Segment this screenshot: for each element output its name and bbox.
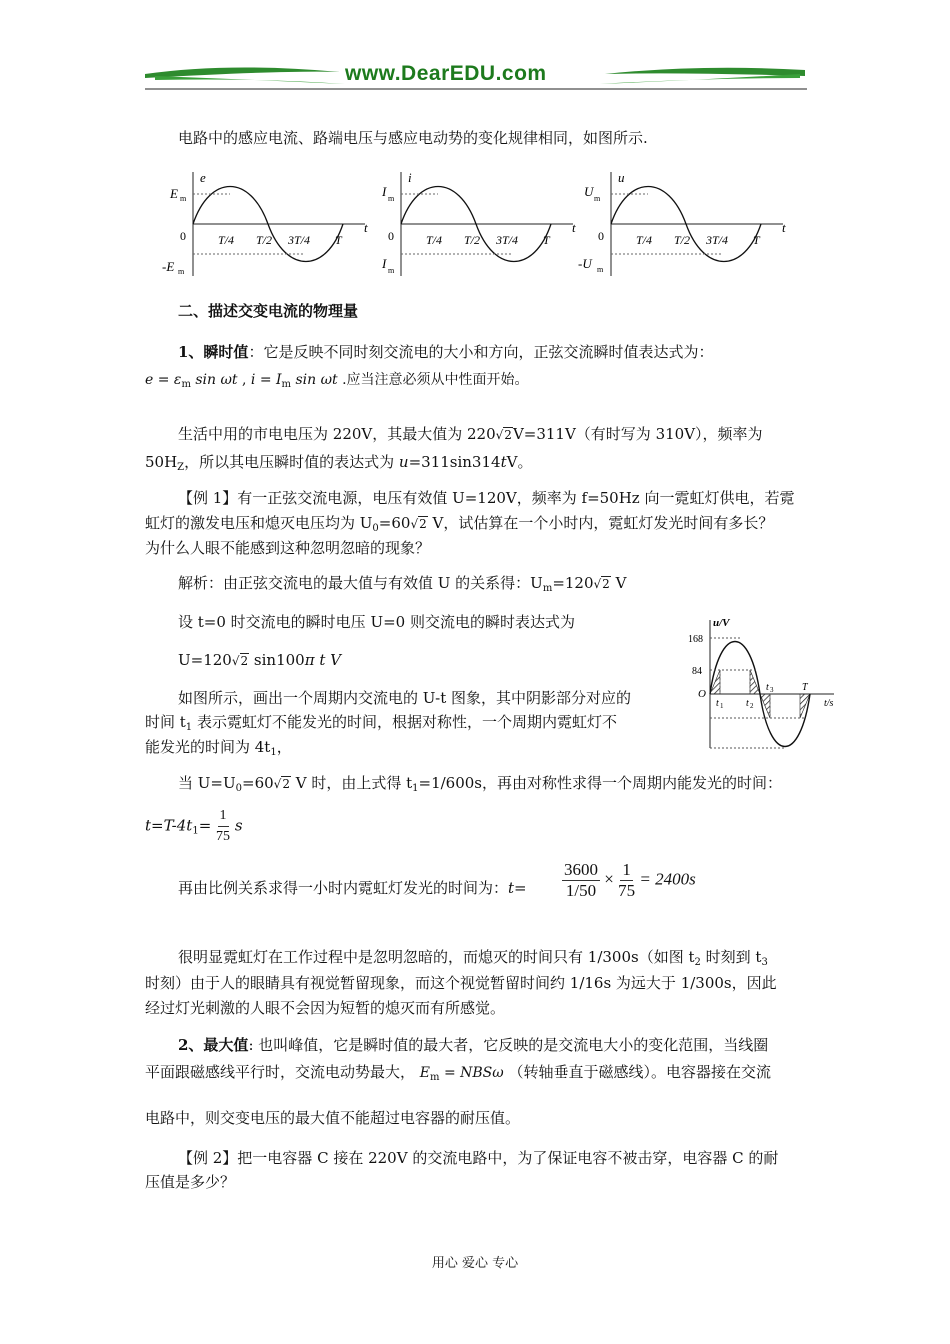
svg-text:2: 2 bbox=[750, 702, 754, 710]
e-label: e bbox=[200, 170, 206, 185]
maxval-line2: 平面跟磁感线平行时，交流电动势最大， $E_m = NBS\omega$ （转轴垂直于磁感线）。电容器接在交流 bbox=[145, 1063, 771, 1083]
solution-line9: 再由比例关系求得一小时内霓虹灯发光的时间为：t= bbox=[178, 879, 527, 897]
header-site: www.DearEDU.com bbox=[345, 62, 547, 85]
graph-e bbox=[162, 170, 368, 276]
solution-line7: 当 $U=U_0=60√2$ V 时，由上式得 $t_1=1/600s$，再由对称性求得一个周期内能发光的时间： bbox=[178, 774, 782, 794]
proportion-formula: $\frac{3600}{1/50}$ × $\frac{1}{75}$ = 2400s bbox=[564, 860, 696, 900]
solution-line1: 解析：由正弦交流电的最大值与有效值 U 的关系得：$U_m=120√2$ V bbox=[178, 574, 627, 594]
maxval-line3: 电路中，则交变电压的最大值不能超过电容器的耐压值。 bbox=[145, 1109, 521, 1127]
svg-text:T/2: T/2 bbox=[464, 233, 481, 247]
left-swoosh bbox=[145, 67, 340, 78]
svg-text:0: 0 bbox=[388, 229, 394, 243]
svg-text:m: m bbox=[388, 266, 395, 275]
svg-text:t: t bbox=[716, 698, 719, 709]
solution-line12: 经过灯光刺激的人眼不会因为短暂的熄灭而有所感觉。 bbox=[145, 999, 506, 1017]
i-label: i bbox=[408, 170, 412, 185]
solution-line3: U=120√2 sin100π t V bbox=[178, 651, 341, 669]
u-top: U bbox=[584, 184, 594, 199]
solution-line11: 时刻）由于人的眼睛具有视觉暂留现象，而这个视觉暂留时间约 1/16s 为远大于 1/300s，因此 bbox=[145, 974, 777, 992]
household-line2: $50H_Z$，所以其电压瞬时值的表达式为 u=311sin314tV。 bbox=[145, 453, 533, 473]
intro-text: 电路中的感应电流、路端电压与感应电动势的变化规律相同，如图所示. bbox=[178, 129, 648, 147]
svg-text:1: 1 bbox=[720, 702, 724, 710]
example2-line1: 【例 2】把一电容器 C 接在 220V 的交流电路中，为了保证电容不被击穿，电容器 C 的耐 bbox=[178, 1149, 779, 1167]
three-graphs bbox=[160, 168, 800, 280]
ut-graph bbox=[686, 614, 842, 754]
instant-line1: 1、瞬时值：它是反映不同时刻交流电的大小和方向，正弦交流瞬时值表达式为： bbox=[178, 343, 714, 361]
graph-u bbox=[578, 170, 786, 276]
page-footer: 用心 爱心 专心 bbox=[431, 1256, 519, 1271]
svg-text:m: m bbox=[594, 194, 601, 203]
example1-line3: 为什么人眼不能感到这种忽明忽暗的现象？ bbox=[145, 539, 431, 557]
ut-ylabel: u/V bbox=[713, 617, 730, 629]
svg-text:O: O bbox=[698, 688, 706, 700]
svg-text:T/4: T/4 bbox=[636, 233, 653, 247]
example1-line2: 虹灯的激发电压和熄灭电压均为 $U_0=60√2$ V，试估算在一个小时内，霓虹灯发光时间有多长？ bbox=[145, 514, 774, 534]
section2-title: 二、描述交变电流的物理量 bbox=[178, 302, 359, 320]
svg-text:T/2: T/2 bbox=[674, 233, 691, 247]
svg-text:3T/4: 3T/4 bbox=[288, 233, 311, 247]
svg-text:T: T bbox=[335, 233, 342, 247]
svg-text:T: T bbox=[753, 233, 760, 247]
instant-formula: $e = \varepsilon_m$ sin ωt , $i = I_m$ sin ωt .应当注意必须从中性面开始。 bbox=[145, 372, 529, 390]
svg-text:168: 168 bbox=[688, 634, 703, 645]
u-label: u bbox=[618, 170, 625, 185]
svg-text:84: 84 bbox=[692, 666, 702, 677]
e-bottom: -E bbox=[162, 259, 175, 274]
svg-text:t: t bbox=[746, 698, 749, 709]
solution-line10: 很明显霓虹灯在工作过程中是忽明忽暗的，而熄灭的时间只有 1/300s（如图 $t_2$ 时刻到 $t_3$ bbox=[178, 948, 768, 968]
svg-text:T: T bbox=[543, 233, 550, 247]
svg-text:m: m bbox=[178, 267, 185, 276]
svg-text:3: 3 bbox=[770, 686, 774, 694]
svg-text:3T/4: 3T/4 bbox=[496, 233, 519, 247]
left-swoosh-2 bbox=[155, 76, 345, 84]
solution-line2: 设 t=0 时交流电的瞬时电压 U=0 则交流电的瞬时表达式为 bbox=[178, 613, 575, 631]
svg-text:m: m bbox=[180, 194, 187, 203]
svg-text:t/s: t/s bbox=[824, 698, 834, 709]
u-bottom: -U bbox=[578, 256, 592, 271]
solution-line5: 时间 $t_1$ 表示霓虹灯不能发光的时间，根据对称性，一个周期内霓虹灯不 bbox=[145, 713, 617, 733]
i-top: I bbox=[382, 184, 387, 199]
i-bottom: I bbox=[382, 256, 387, 271]
svg-text:0: 0 bbox=[180, 229, 186, 243]
svg-text:3T/4: 3T/4 bbox=[706, 233, 729, 247]
solution-line4: 如图所示，画出一个周期内交流电的 U-t 图象，其中阴影部分对应的 bbox=[178, 689, 632, 707]
household-line1: 生活中用的市电电压为 220V，其最大值为 220√2V=311V（有时写为 310V），频率为 bbox=[178, 425, 763, 443]
right-swoosh bbox=[605, 68, 805, 76]
graph-i bbox=[381, 170, 576, 276]
right-swoosh-2 bbox=[600, 74, 800, 84]
solution-line8: $t=T-4t_1=$ $\frac{1}{75}$ s bbox=[145, 808, 243, 844]
svg-text:m: m bbox=[388, 194, 395, 203]
svg-text:0: 0 bbox=[598, 229, 604, 243]
maxval-line1: 2、最大值: 也叫峰值，它是瞬时值的最大者，它反映的是交流电大小的变化范围，当线圈 bbox=[178, 1036, 769, 1054]
svg-text:T/2: T/2 bbox=[256, 233, 273, 247]
svg-text:t: t bbox=[782, 220, 786, 235]
example1-line1: 【例 1】有一正弦交流电源，电压有效值 U=120V，频率为 f=50Hz 向一霓虹灯供电，若霓 bbox=[178, 489, 795, 507]
svg-text:t: t bbox=[766, 682, 769, 693]
svg-text:t: t bbox=[364, 220, 368, 235]
svg-text:T/4: T/4 bbox=[426, 233, 443, 247]
solution-line6: 能发光的时间为 $4t_1$， bbox=[145, 738, 292, 758]
example2-line2: 压值是多少？ bbox=[145, 1173, 236, 1191]
svg-text:T: T bbox=[802, 682, 808, 693]
svg-text:m: m bbox=[597, 265, 604, 274]
svg-text:T/4: T/4 bbox=[218, 233, 235, 247]
svg-text:t: t bbox=[572, 220, 576, 235]
e-top: E bbox=[170, 186, 178, 201]
